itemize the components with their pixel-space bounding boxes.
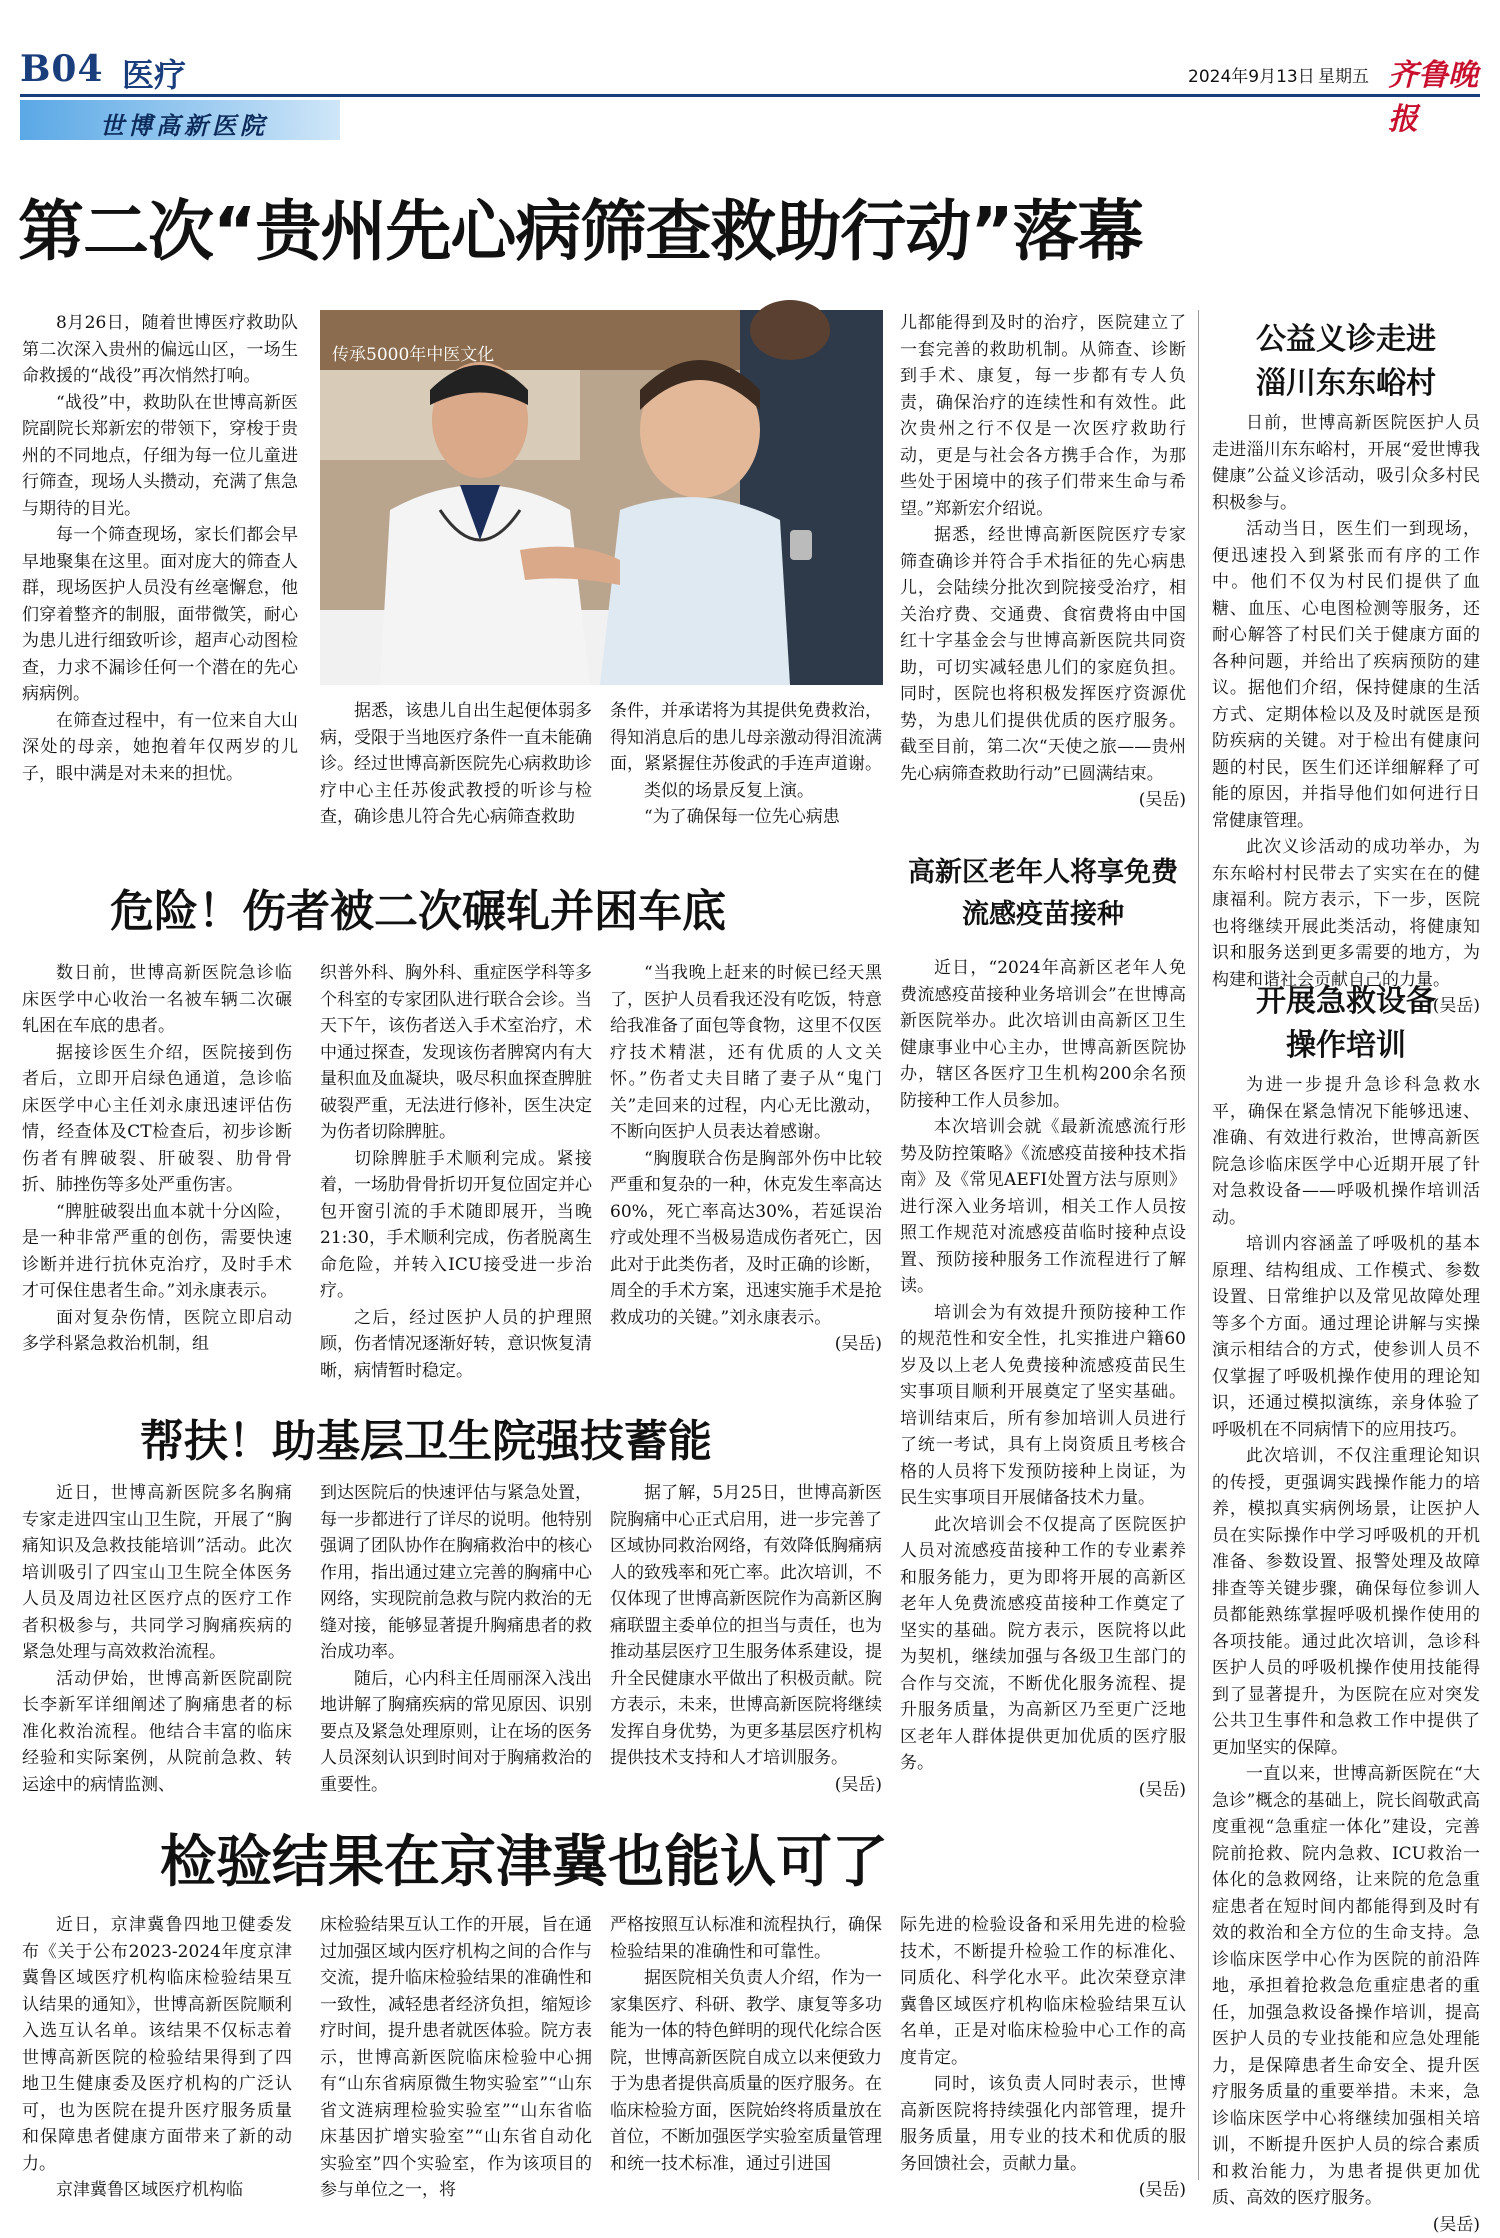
paragraph: 数日前，世博高新医院急诊临床医学中心收治一名被车辆二次碾轧困在车底的患者。 [22,960,292,1040]
paragraph: 近日，“2024年高新区老年人免费流感疫苗接种业务培训会”在世博高新医院举办。此次培训由高新区卫生健康事业中心主办，世博高新医院协办，辖区各医疗卫生机构200余名预防接种工作人员参加。 [900,955,1186,1114]
paragraph: “战役”中，救助队在世博高新医院副院长郑新宏的带领下，穿梭于贵州的不同地点，仔细为每一位儿童进行筛查，现场人头攒动，充满了焦急与期待的目光。 [22,390,298,523]
paragraph: “脾脏破裂出血本就十分凶险，是一种非常严重的创伤，需要快速诊断并进行抗休克治疗，及时手术才可保住患者生命。”刘永康表示。 [22,1199,292,1305]
article-1-column-3 [610,698,882,848]
paragraph: 活动当日，医生们一到现场，便迅速投入到紧张而有序的工作中。他们不仅为村民们提供了血糖、血压、心电图检测等服务，还耐心解答了村民们关于健康方面的各种问题，并给出了疾病预防的建议。据他们介绍，保持健康的生活方式、定期体检以及及时就医是预防疾病的关键。对于检出有健康问题的村民，医生们还详细解释了可能的原因，并指导他们如何进行日常健康管理。 [1212,516,1480,834]
article-3-headline: 帮扶！助基层卫生院强技蓄能 [140,1405,712,1469]
issue-weekday: 星期五 [1318,62,1369,87]
column-divider [1198,310,1199,2180]
paragraph: 据接诊医生介绍，医院接到伤者后，立即开启绿色通道，急诊临床医学中心主任刘永康迅速评估伤情，经查体及CT检查后，初步诊断伤者有脾破裂、肝破裂、肋骨骨折、肺挫伤等多处严重伤害。 [22,1040,292,1199]
article-1-byline: (吴岳) [1139,787,1186,814]
article-4-headline: 检验结果在京津冀也能认可了 [160,1818,888,1898]
paragraph: 面对复杂伤情，医院立即启动多学科紧急救治机制，组 [22,1305,292,1358]
article-4-column-1 [22,1912,292,2192]
article-5-byline: (吴岳) [1139,1777,1186,1804]
article-3-column-1 [22,1480,292,1800]
paragraph: 到达医院后的快速评估与紧急处置，每一步都进行了详尽的说明。他特别强调了团队协作在胸痛救治中的核心作用，指出通过建立完善的胸痛中心网络，实现院前急救与院内救治的无缝对接，能够显著提升胸痛患者的救治成功率。 [320,1480,592,1666]
paragraph: 培训会为有效提升预防接种工作的规范性和安全性，扎实推进户籍60岁及以上老人免费接种流感疫苗民生实事项目顺利开展奠定了坚实基础。培训结束后，所有参加培训人员进行了统一考试，具有上岗资质且考核合格的人员将下发预防接种上岗证，为民生实事项目开展储备技术力量。 [900,1300,1186,1512]
paragraph: 际先进的检验设备和采用先进的检验技术，不断提升检验工作的标准化、同质化、科学化水平。此次荣登京津冀鲁区域医疗机构临床检验结果互认名单，正是对临床检验中心工作的高度肯定。 [900,1912,1186,2071]
paragraph: “当我晚上赶来的时候已经天黑了，医护人员看我还没有吃饭，特意给我准备了面包等食物，这里不仅医疗技术精湛，还有优质的人文关怀。”伤者丈夫目睹了妻子从“鬼门关”走回来的过程，内心无比激动，不断向医护人员表达着感谢。 [610,960,882,1146]
article-4-column-3 [610,1912,882,2192]
article-7-headline-line-2: 操作培训 [1212,1024,1480,1068]
paragraph: “为了确保每一位先心病患 [610,804,882,831]
paragraph: 此次培训会不仅提高了医院医护人员对流感疫苗接种工作的专业素养和服务能力，更为即将开展的高新区老年人免费流感疫苗接种工作奠定了坚实的基础。院方表示，医院将以此为契机，继续加强与各级卫生部门的合作与交流，不断优化服务流程、提升服务质量，为高新区乃至更广泛地区老年人群体提供更加优质的医疗服务。 [900,1512,1186,1777]
paragraph: 本次培训会就《最新流感流行形势及防控策略》《流感疫苗接种技术指南》及《常见AEFI处置方法与原则》进行深入业务培训，相关工作人员按照工作规范对流感疫苗临时接种点设置、预防接种服务工作流程进行了解读。 [900,1114,1186,1300]
header-rule [20,94,1480,97]
paragraph: 8月26日，随着世博医疗救助队第二次深入贵州的偏远山区，一场生命救援的“战役”再次悄然打响。 [22,310,298,390]
paragraph: 类似的场景反复上演。 [610,778,882,805]
paragraph: 日前，世博高新医院医护人员走进淄川东东峪村，开展“爱世博我健康”公益义诊活动，吸引众多村民积极参与。 [1212,410,1480,516]
paragraph: 同时，该负责人同时表示，世博高新医院将持续强化内部管理，提升服务质量，用专业的技术和优质的服务回馈社会，贡献力量。 [900,2071,1186,2177]
paragraph: 儿都能得到及时的治疗，医院建立了一套完善的救助机制。从筛查、诊断到手术、康复，每一步都有专人负责，确保治疗的连续性和有效性。此次贵州之行不仅是一次医疗救助行动，更是与社会各方携手合作，为那些处于困境中的孩子们带来生命与希望。”郑新宏介绍说。 [900,310,1186,522]
paragraph: 为进一步提升急诊科急救水平，确保在紧急情况下能够迅速、准确、有效进行救治，世博高新医院急诊临床医学中心近期开展了针对急救设备——呼吸机操作培训活动。 [1212,1072,1480,1231]
article-7-headline [1212,980,1480,1068]
article-3-column-2 [320,1480,592,1800]
paragraph: 切除脾脏手术顺利完成。紧接着，一场肋骨骨折切开复位固定并心包开窗引流的手术随即展开，当晚21:30，手术顺利完成，伤者脱离生命危险，并转入ICU接受进一步治疗。 [320,1146,592,1305]
article-2-column-1 [22,960,292,1370]
article-3-column-3 [610,1480,882,1800]
article-4-byline: (吴岳) [1139,2177,1186,2204]
paragraph: 京津冀鲁区域医疗机构临 [22,2177,292,2204]
doctor-examining-child-photo [320,310,883,685]
paragraph: 每一个筛查现场，家长们都会早早地聚集在这里。面对庞大的筛查人群，现场医护人员没有丝毫懈怠，他们穿着整齐的制服，面带微笑，耐心为患儿进行细致听诊，超声心动图检查，力求不漏诊任何一个潜在的先心病病例。 [22,522,298,708]
article-6-headline [1212,318,1480,406]
section-name: 医疗 [122,50,186,96]
paragraph: 此次义诊活动的成功举办，为东东峪村村民带去了实实在在的健康福利。院方表示，下一步，医院也将继续开展此类活动，将健康知识和服务送到更多需要的地方，为构建和谐社会贡献自己的力量。 [1212,834,1480,993]
paragraph: 此次培训，不仅注重理论知识的传授，更强调实践操作能力的培养，模拟真实病例场景，让医护人员在实际操作中学习呼吸机的开机准备、参数设置、报警处理及故障排查等关键步骤，确保每位参训人员都能熟练掌握呼吸机操作使用的各项技能。通过此次培训，急诊科医护人员的呼吸机操作使用技能得到了显著提升，为医院在应对突发公共卫生事件和急救工作中提供了更加坚实的保障。 [1212,1443,1480,1761]
paragraph: “胸腹联合伤是胸部外伤中比较严重和复杂的一种，休克发生率高达60%，死亡率高达30%，若延误治疗或处理不当极易造成伤者死亡，因此对于此类伤者，及时正确的诊断，周全的手术方案，迅速实施手术是抢救成功的关键。”刘永康表示。 [610,1146,882,1332]
paragraph: 据悉，经世博高新医院医疗专家筛查确诊并符合手术指征的先心病患儿，会陆续分批次到院接受治疗，相关治疗费、交通费、食宿费将由中国红十字基金会与世博高新医院共同资助，可切实减轻患儿们的家庭负担。同时，医院也将积极发挥医疗资源优势，为患儿们提供优质的医疗服务。截至目前，第二次“天使之旅——贵州先心病筛查救助行动”已圆满结束。 [900,522,1186,787]
article-6-headline-line-1: 公益义诊走进 [1212,318,1480,362]
paragraph: 据医院相关负责人介绍，作为一家集医疗、科研、教学、康复等多功能为一体的特色鲜明的现代化综合医院，世博高新医院自成立以来便致力于为患者提供高质量的医疗服务。在临床检验方面，医院始终将质量放在首位，不断加强医学实验室质量管理和统一技术标准，通过引进国 [610,1965,882,2177]
paragraph: 严格按照互认标准和流程执行，确保检验结果的准确性和可靠性。 [610,1912,882,1965]
paragraph: 在筛查过程中，有一位来自大山深处的母亲，她抱着年仅两岁的儿子，眼中满是对未来的担忧。 [22,708,298,788]
article-2-byline: (吴岳) [835,1331,882,1358]
paragraph: 近日，世博高新医院多名胸痛专家走进四宝山卫生院，开展了“胸痛知识及急救技能培训”活动。此次培训吸引了四宝山卫生院全体医务人员及周边社区医疗点的医疗工作者积极参与，共同学习胸痛疾病的紧急处理与高效救治流程。 [22,1480,292,1666]
paragraph: 培训内容涵盖了呼吸机的基本原理、结构组成、工作模式、参数设置、日常维护以及常见故障处理等多个方面。通过理论讲解与实操演示相结合的方式，使参训人员不仅掌握了呼吸机操作使用的理论知识，还通过模拟演练，亲身体验了呼吸机在不同病情下的应用技巧。 [1212,1231,1480,1443]
issue-date: 2024年9月13日 [1188,62,1315,87]
article-6-headline-line-2: 淄川东东峪村 [1212,362,1480,406]
article-2-column-3 [610,960,882,1370]
article-4-column-2 [320,1912,592,2192]
article-1-photo [320,310,883,685]
article-1-column-1 [22,310,298,830]
article-5-column [900,955,1186,1800]
article-2-column-2 [320,960,592,1370]
article-1-column-2 [320,698,592,848]
article-1-headline: 第二次“贵州先心病筛查救助行动”落幕 [18,178,1143,273]
newspaper-logo: 齐鲁晚报 [1388,50,1500,138]
paragraph: 织普外科、胸外科、重症医学科等多个科室的专家团队进行联合会诊。当天下午，该伤者送入手术室治疗，术中通过探查，发现该伤者脾窝内有大量积血及血凝块，吸尽积血探查脾脏破裂严重，无法进行修补，医生决定为伤者切除脾脏。 [320,960,592,1146]
sponsor-name: 世博高新医院 [100,106,268,141]
paragraph: 床检验结果互认工作的开展，旨在通过加强区域内医疗机构之间的合作与交流，提升临床检验结果的准确性和一致性，减轻患者经济负担，缩短诊疗时间，提升患者就医体验。院方表示，世博高新医院临床检验中心拥有“山东省病原微生物实验室”“山东省文涟病理检验实验室”“山东省临床基因扩增实验室”“山东省自动化实验室”四个实验室，作为该项目的参与单位之一，将 [320,1912,592,2204]
article-5-headline: 高新区老年人将享免费流感疫苗接种 [900,852,1186,936]
article-2-headline: 危险！伤者被二次碾轧并困车底 [110,875,726,939]
article-1-column-4 [900,310,1186,830]
article-7-headline-line-1: 开展急救设备 [1212,980,1480,1024]
article-4-column-4 [900,1912,1186,2192]
paragraph: 随后，心内科主任周丽深入浅出地讲解了胸痛疾病的常见原因、识别要点及紧急处理原则，让在场的医务人员深刻认识到时间对于胸痛救治的重要性。 [320,1666,592,1799]
paragraph: 条件，并承诺将为其提供免费救治，得知消息后的患儿母亲激动得泪流满面，紧紧握住苏俊武的手连声道谢。 [610,698,882,778]
article-7-column [1212,1072,1480,2190]
paragraph: 之后，经过医护人员的护理照顾，伤者情况逐渐好转，意识恢复清晰，病情暂时稳定。 [320,1305,592,1385]
photo-wall-text: 传承5000年中医文化 [332,344,494,365]
page-number: B04 [20,48,104,90]
article-7-byline: (吴岳) [1433,2212,1480,2238]
paragraph: 据悉，该患儿自出生起便体弱多病，受限于当地医疗条件一直未能确诊。经过世博高新医院先心病救助诊疗中心主任苏俊武教授的听诊与检查，确诊患儿符合先心病筛查救助 [320,698,592,831]
paragraph: 一直以来，世博高新医院在“大急诊”概念的基础上，院长阎敬武高度重视“急重症一体化”建设，完善院前抢救、院内急救、ICU救治一体化的急救网络，让来院的危急重症患者在短时间内都能得到及时有效的救治和全方位的生命支持。急诊临床医学中心作为医院的前沿阵地，承担着抢救急危重症患者的重任，加强急救设备操作培训，提高医护人员的专业技能和应急处理能力，是保障患者生命安全、提升医疗服务质量的重要举措。未来，急诊临床医学中心将继续加强相关培训，不断提升医护人员的综合素质和救治能力，为患者提供更加优质、高效的医疗服务。 [1212,1761,1480,2212]
article-6-byline: (吴岳) [1433,993,1480,1020]
paragraph: 活动伊始，世博高新医院副院长李新军详细阐述了胸痛患者的标准化救治流程。他结合丰富的临床经验和实际案例，从院前急救、转运途中的病情监测、 [22,1666,292,1799]
paragraph: 近日，京津冀鲁四地卫健委发布《关于公布2023-2024年度京津冀鲁区域医疗机构临床检验结果互认结果的通知》，世博高新医院顺利入选互认名单。该结果不仅标志着世博高新医院的检验结果得到了四地卫生健康委及医疗机构的广泛认可，也为医院在提升医疗服务质量和保障患者健康方面带来了新的动力。 [22,1912,292,2177]
article-3-byline: (吴岳) [835,1772,882,1799]
paragraph: 据了解，5月25日，世博高新医院胸痛中心正式启用，进一步完善了区域协同救治网络，有效降低胸痛病人的致残率和死亡率。此次培训，不仅体现了世博高新医院作为高新区胸痛联盟主委单位的担当与责任，也为推动基层医疗卫生服务体系建设，提升全民健康水平做出了积极贡献。院方表示，未来，世博高新医院将继续发挥自身优势，为更多基层医疗机构提供技术支持和人才培训服务。 [610,1480,882,1772]
article-6-column [1212,410,1480,980]
